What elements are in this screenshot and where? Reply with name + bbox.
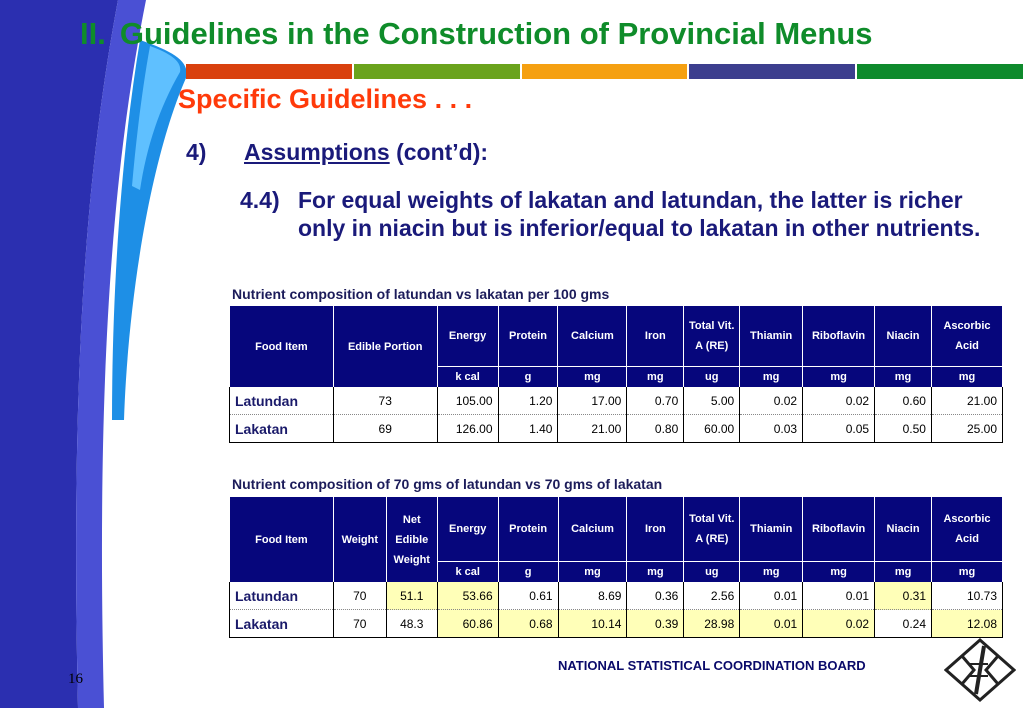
color-bar-segment [689,64,855,79]
value-cell: 0.50 [875,415,932,443]
edible-portion-cell: 69 [333,415,437,443]
value-cell: 21.00 [931,387,1002,415]
table2-header: Thiamin [740,497,803,562]
value-cell: 0.01 [803,582,875,610]
value-cell: 2.56 [684,582,740,610]
table1-header: Ascorbic Acid [931,306,1002,367]
table1-header: Edible Portion [333,306,437,387]
table1-unit: mg [558,367,627,388]
value-cell: 0.02 [803,610,875,638]
table1-header: Iron [627,306,684,367]
table1-unit: mg [627,367,684,388]
food-item-cell: Lakatan [230,610,334,638]
table2-unit: mg [627,562,684,583]
value-cell: 53.66 [437,582,498,610]
edible-portion-cell: 73 [333,387,437,415]
table2-header: Weight [333,497,386,582]
table2-header: Iron [627,497,684,562]
table1-header: Niacin [875,306,932,367]
weight-cell: 70 [333,610,386,638]
value-cell: 126.00 [437,415,498,443]
table2-unit: mg [558,562,627,583]
value-cell: 0.80 [627,415,684,443]
table1-unit: mg [875,367,932,388]
subpoint-text: For equal weights of lakatan and latundan, the latter is richer only in niacin but is inferior/equal to lakatan in other nutrients. [298,187,981,241]
table1-unit: g [498,367,558,388]
value-cell: 0.02 [740,387,803,415]
table-row [230,582,1003,610]
table2-unit: mg [932,562,1003,583]
table-row [230,415,1003,443]
value-cell: 0.02 [803,387,875,415]
net-edible-weight-cell: 48.3 [386,610,437,638]
color-bar-segment [857,64,1023,79]
table2-unit: mg [803,562,875,583]
table1-unit: mg [740,367,803,388]
value-cell: 0.61 [498,582,558,610]
table1-unit: mg [931,367,1002,388]
table1-header: Energy [437,306,498,367]
value-cell: 0.24 [875,610,932,638]
value-cell: 105.00 [437,387,498,415]
color-bar-segment [522,64,688,79]
table2 [229,497,1003,638]
value-cell: 0.31 [875,582,932,610]
color-bar [186,64,1023,79]
table-row [230,610,1003,638]
value-cell: 0.03 [740,415,803,443]
value-cell: 60.00 [684,415,740,443]
table1-caption: Nutrient composition of latundan vs lakatan per 100 gms [232,286,610,302]
table2-header: Riboflavin [803,497,875,562]
table2-unit: ug [684,562,740,583]
table2-header: Calcium [558,497,627,562]
table1-header: Total Vit. A (RE) [684,306,740,367]
value-cell: 10.14 [558,610,627,638]
table1-header: Food Item [230,306,334,387]
table2-header: Protein [498,497,558,562]
value-cell: 1.20 [498,387,558,415]
slide-title [80,16,873,52]
table2-unit: mg [875,562,932,583]
value-cell: 60.86 [437,610,498,638]
point-heading [186,139,488,166]
table1-unit: mg [803,367,875,388]
table-row [230,387,1003,415]
table2-header: Total Vit. A (RE) [684,497,740,562]
value-cell: 0.01 [740,582,803,610]
subpoint [240,186,1000,242]
value-cell: 0.05 [803,415,875,443]
table1-header: Riboflavin [803,306,875,367]
table1-header: Calcium [558,306,627,367]
title-number: II. [80,16,106,51]
value-cell: 0.01 [740,610,803,638]
point-number: 4) [186,139,207,165]
table2-header: Food Item [230,497,334,582]
decorative-swoosh [0,0,200,708]
table1-header: Thiamin [740,306,803,367]
table1 [229,306,1003,443]
value-cell: 28.98 [684,610,740,638]
value-cell: 8.69 [558,582,627,610]
value-cell: 21.00 [558,415,627,443]
table2-header: Energy [437,497,498,562]
table2-header: Niacin [875,497,932,562]
table1-unit: k cal [437,367,498,388]
color-bar-segment [354,64,520,79]
point-label: Assumptions [244,139,390,165]
subpoint-number: 4.4) [240,187,280,213]
nscb-logo-icon [944,638,1016,702]
title-text: Guidelines in the Construction of Provincial Menus [119,16,873,51]
table2-unit: g [498,562,558,583]
value-cell: 12.08 [932,610,1003,638]
table2-unit: k cal [437,562,498,583]
value-cell: 0.60 [875,387,932,415]
subtitle: Specific Guidelines . . . [178,84,473,114]
point-suffix: (cont’d): [389,139,489,165]
table1-unit: ug [684,367,740,388]
page-number: 16 [68,671,83,687]
table1-header: Protein [498,306,558,367]
value-cell: 0.36 [627,582,684,610]
color-bar-segment [186,64,352,79]
value-cell: 0.68 [498,610,558,638]
value-cell: 10.73 [932,582,1003,610]
value-cell: 25.00 [931,415,1002,443]
table2-caption: Nutrient composition of 70 gms of latundan vs 70 gms of lakatan [232,476,663,492]
table2-header: Ascorbic Acid [932,497,1003,562]
value-cell: 0.70 [627,387,684,415]
value-cell: 17.00 [558,387,627,415]
organization-name: NATIONAL STATISTICAL COORDINATION BOARD [558,658,866,673]
value-cell: 1.40 [498,415,558,443]
food-item-cell: Lakatan [230,415,334,443]
value-cell: 5.00 [684,387,740,415]
net-edible-weight-cell: 51.1 [386,582,437,610]
table2-unit: mg [740,562,803,583]
food-item-cell: Latundan [230,387,334,415]
food-item-cell: Latundan [230,582,334,610]
value-cell: 0.39 [627,610,684,638]
weight-cell: 70 [333,582,386,610]
table2-header: Net Edible Weight [386,497,437,582]
